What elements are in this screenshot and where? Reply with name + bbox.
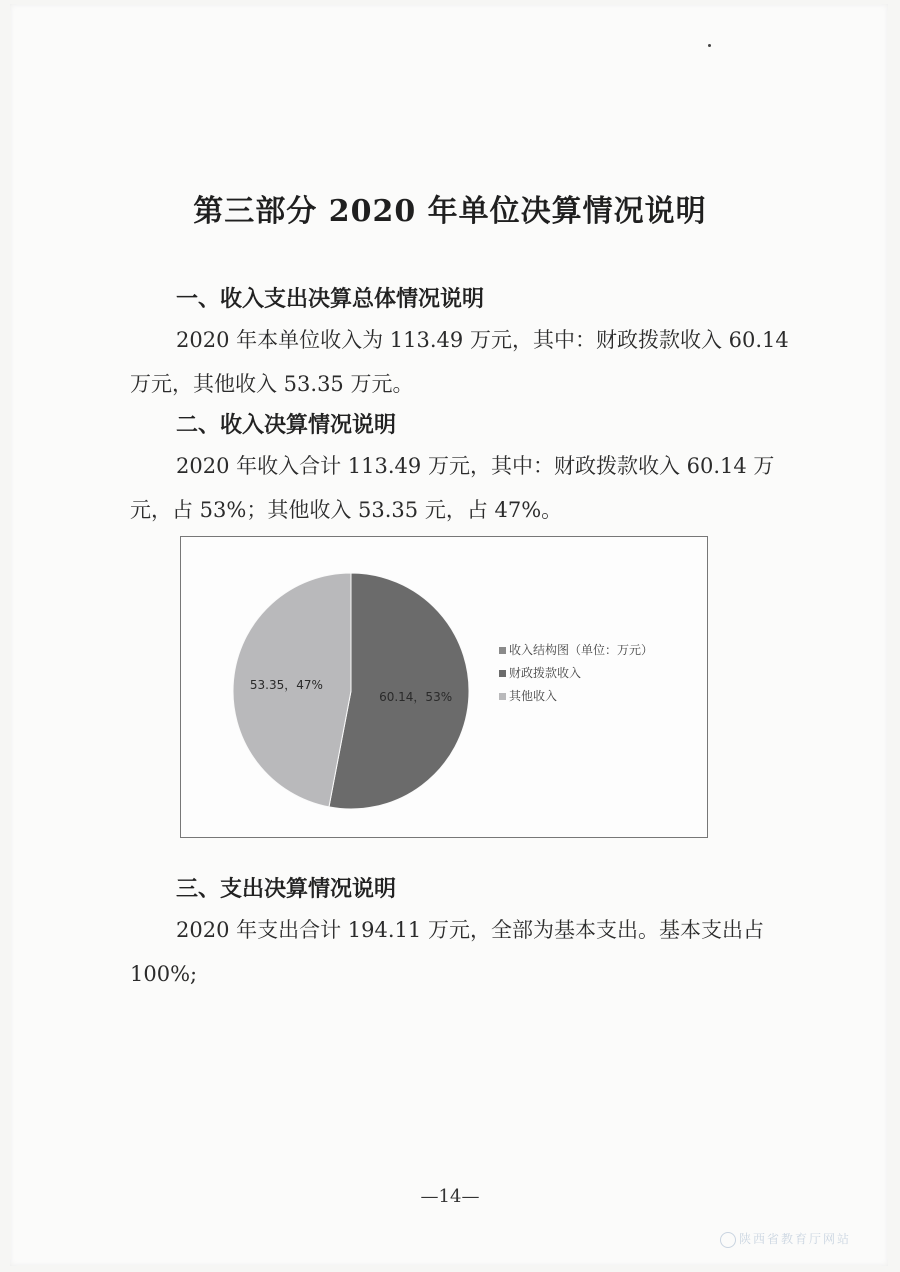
- legend-swatch-title: [499, 647, 506, 654]
- pie-data-label-0: 60.14，53%: [379, 690, 453, 705]
- page-number: —14—: [420, 1186, 480, 1207]
- legend-item-title: [499, 639, 653, 662]
- section-3-heading: 三、支出决算情况说明: [176, 877, 397, 902]
- page-title: 第三部分 2020 年单位决算情况说明: [193, 194, 707, 229]
- pie-data-label-1: 53.35，47%: [249, 677, 323, 692]
- legend-swatch-other: [499, 693, 506, 700]
- section-1-heading: 一、收入支出决算总体情况说明: [176, 287, 485, 312]
- scan-speck: [708, 44, 711, 47]
- chart-legend: [499, 639, 653, 708]
- watermark-logo-icon: [720, 1232, 736, 1248]
- legend-item-fiscal: [499, 662, 653, 685]
- legend-swatch-fiscal: [499, 670, 506, 677]
- section-2-text: 2020 年收入合计 113.49 万元，其中：财政拨款收入 60.14 万元，占 53%；其他收入 53.35 元，占 47%。: [130, 454, 775, 522]
- legend-label-title: 收入结构图（单位：万元）: [509, 643, 654, 657]
- watermark-text: 陕西省教育厅网站: [739, 1232, 852, 1246]
- legend-label-other: 其他收入: [509, 689, 558, 703]
- legend-label-fiscal: 财政拨款收入: [509, 666, 582, 680]
- section-2-heading: 二、收入决算情况说明: [176, 413, 397, 438]
- legend-item-other: [499, 685, 653, 708]
- income-pie-chart: [180, 536, 708, 838]
- section-1-text: 2020 年本单位收入为 113.49 万元，其中：财政拨款收入 60.14 万元，其他收入 53.35 万元。: [130, 328, 789, 396]
- section-3-text: 2020 年支出合计 194.11 万元，全部为基本支出。基本支出占 100%;: [130, 918, 764, 986]
- watermark: [720, 1230, 890, 1254]
